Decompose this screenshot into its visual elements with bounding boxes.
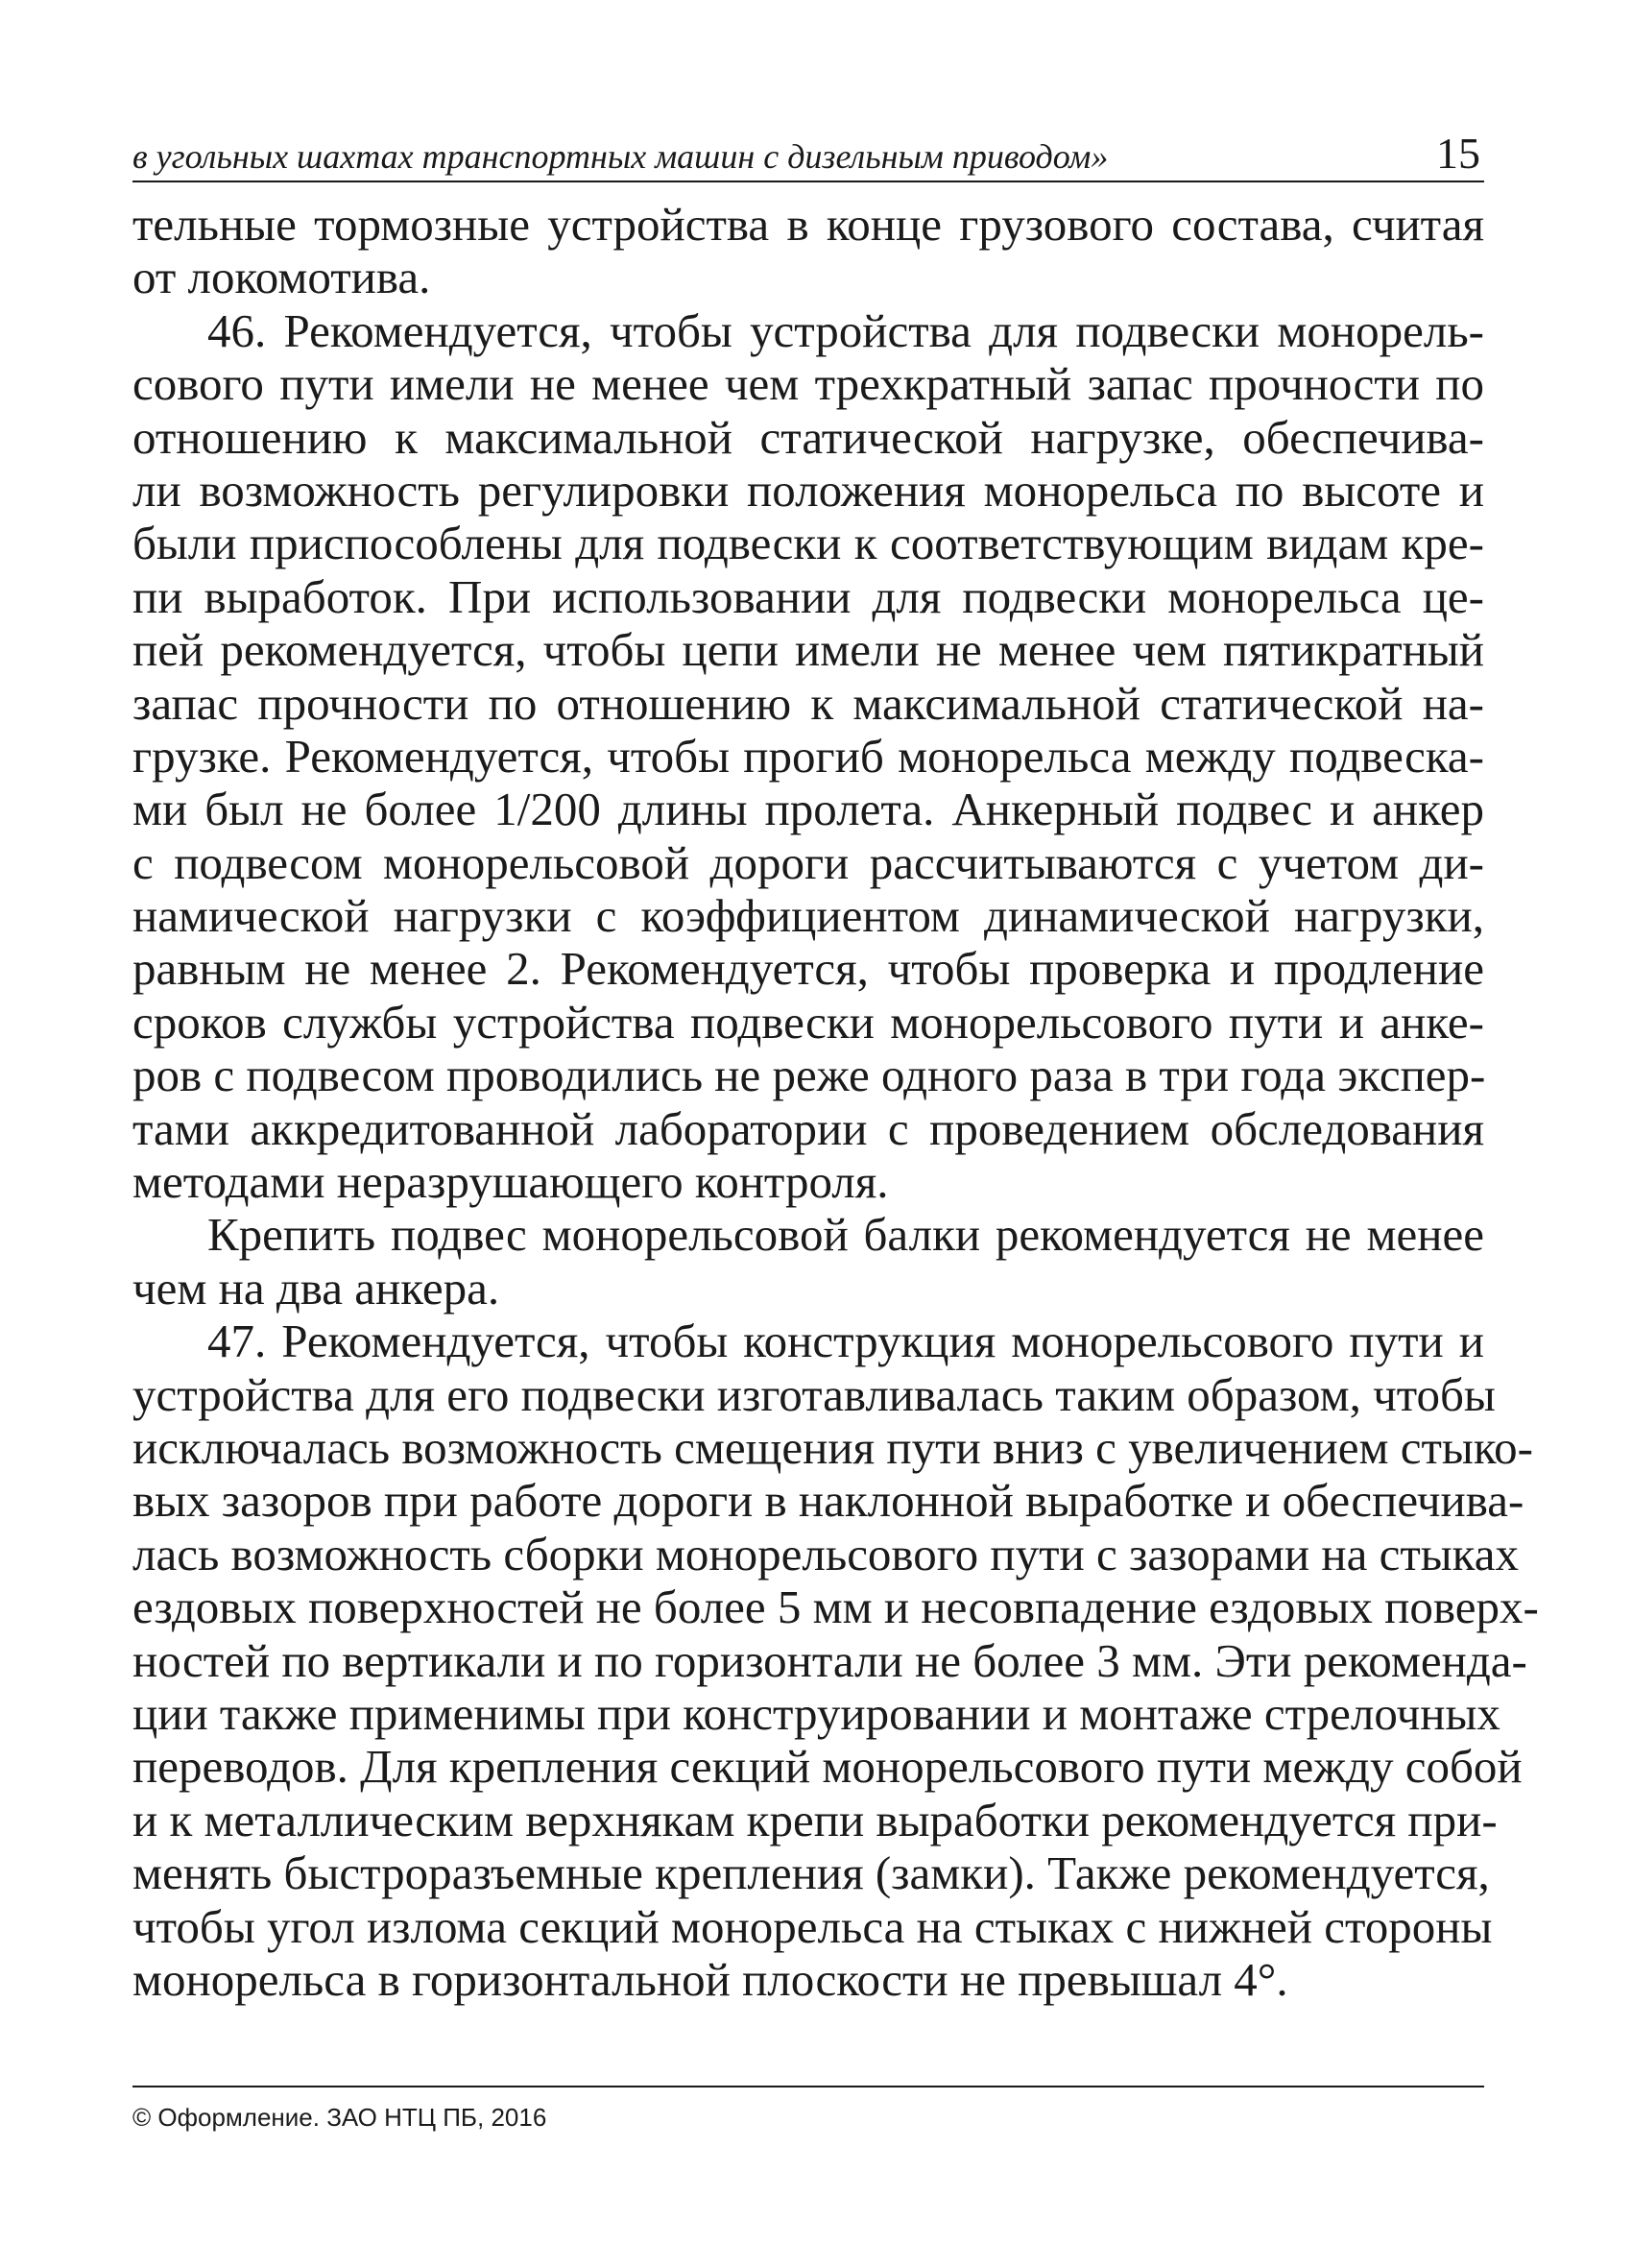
text-line: ли возможность регулировки положения монорельса по высоте и [132,463,1484,517]
text-line: 46. Рекомендуется, чтобы устройства для подвески монорель- [207,303,1484,357]
page-number: 15 [1436,129,1480,178]
text-line: монорельса в горизонтальной плоскости не превышал 4°. [132,1952,1288,2006]
body-text [132,198,1539,2006]
text-line: чем на два анкера. [132,1261,500,1315]
text-line: пей рекомендуется, чтобы цепи имели не менее чем пятикратный [132,623,1484,677]
paragraph-continuation [132,198,1484,304]
text-line: от локомотива. [132,251,431,304]
text-line: вых зазоров при работе дороги в наклонной выработке и обеспечива- [132,1474,1524,1528]
footer-copyright: © Оформление. ЗАО НТЦ ПБ, 2016 [132,2103,547,2132]
text-line: и к металлическим верхнякам крепи выработки рекомендуется при- [132,1793,1498,1846]
text-line: 47. Рекомендуется, чтобы конструкция монорельсового пути и [207,1315,1484,1368]
text-line: устройства для его подвески изготавливалась таким образом, чтобы [132,1367,1496,1421]
paragraph-46 [132,304,1484,1209]
text-line: равным не менее 2. Рекомендуется, чтобы проверка и продление [132,942,1484,996]
running-header [132,119,1484,182]
paragraph-47 [132,1315,1539,2006]
text-line: лась возможность сборки монорельсового пути с зазорами на стыках [132,1527,1519,1580]
text-line: переводов. Для крепления секций монорельсового пути между собой [132,1740,1523,1794]
text-line: сроков службы устройства подвески монорельсового пути и анке- [132,995,1484,1049]
paragraph-anchor-note [132,1208,1484,1315]
text-line: менять быстроразъемные крепления (замки). Также рекомендуется, [132,1846,1490,1900]
text-line: запас прочности по отношению к максимальной статической на- [132,676,1484,730]
text-line: грузке. Рекомендуется, чтобы прогиб монорельса между подвеска- [132,729,1484,783]
text-line: ров с подвесом проводились не реже одного раза в три года экспер- [132,1049,1486,1102]
text-line: были приспособлены для подвески к соответствующим видам кре- [132,517,1484,570]
text-line: тельные тормозные устройства в конце грузового состава, считая [132,198,1484,251]
text-line: ми был не более 1/200 длины пролета. Анкерный подвес и анкер [132,783,1484,836]
text-line: отношению к максимальной статической нагрузке, обеспечива- [132,410,1484,464]
text-line: исключалась возможность смещения пути вниз с увеличением стыко- [132,1420,1533,1474]
text-line: с подвесом монорельсовой дороги рассчитываются с учетом ди- [132,835,1484,889]
text-line: методами неразрушающего контроля. [132,1155,889,1209]
text-line: ции также применимы при конструировании и монтаже стрелочных [132,1686,1500,1740]
text-line: намической нагрузки с коэффициентом динамической нагрузки, [132,889,1484,943]
text-line: Крепить подвес монорельсовой балки рекомендуется не менее [207,1208,1484,1262]
text-line: сового пути имели не менее чем трехкратный запас прочности по [132,357,1484,411]
text-line: чтобы угол излома секций монорельса на стыках с нижней стороны [132,1899,1493,1953]
text-line: тами аккредитованной лаборатории с проведением обследования [132,1101,1484,1155]
running-title: в угольных шахтах транспортных машин с дизельным приводом» [132,137,1109,176]
text-line: ностей по вертикали и по горизонтали не более 3 мм. Эти рекоменда- [132,1633,1527,1687]
text-line: пи выработок. При использовании для подвески монорельса це- [132,569,1484,623]
text-line: ездовых поверхностей не более 5 мм и несовпадение ездовых поверх- [132,1580,1539,1634]
footer-divider [132,2086,1484,2087]
